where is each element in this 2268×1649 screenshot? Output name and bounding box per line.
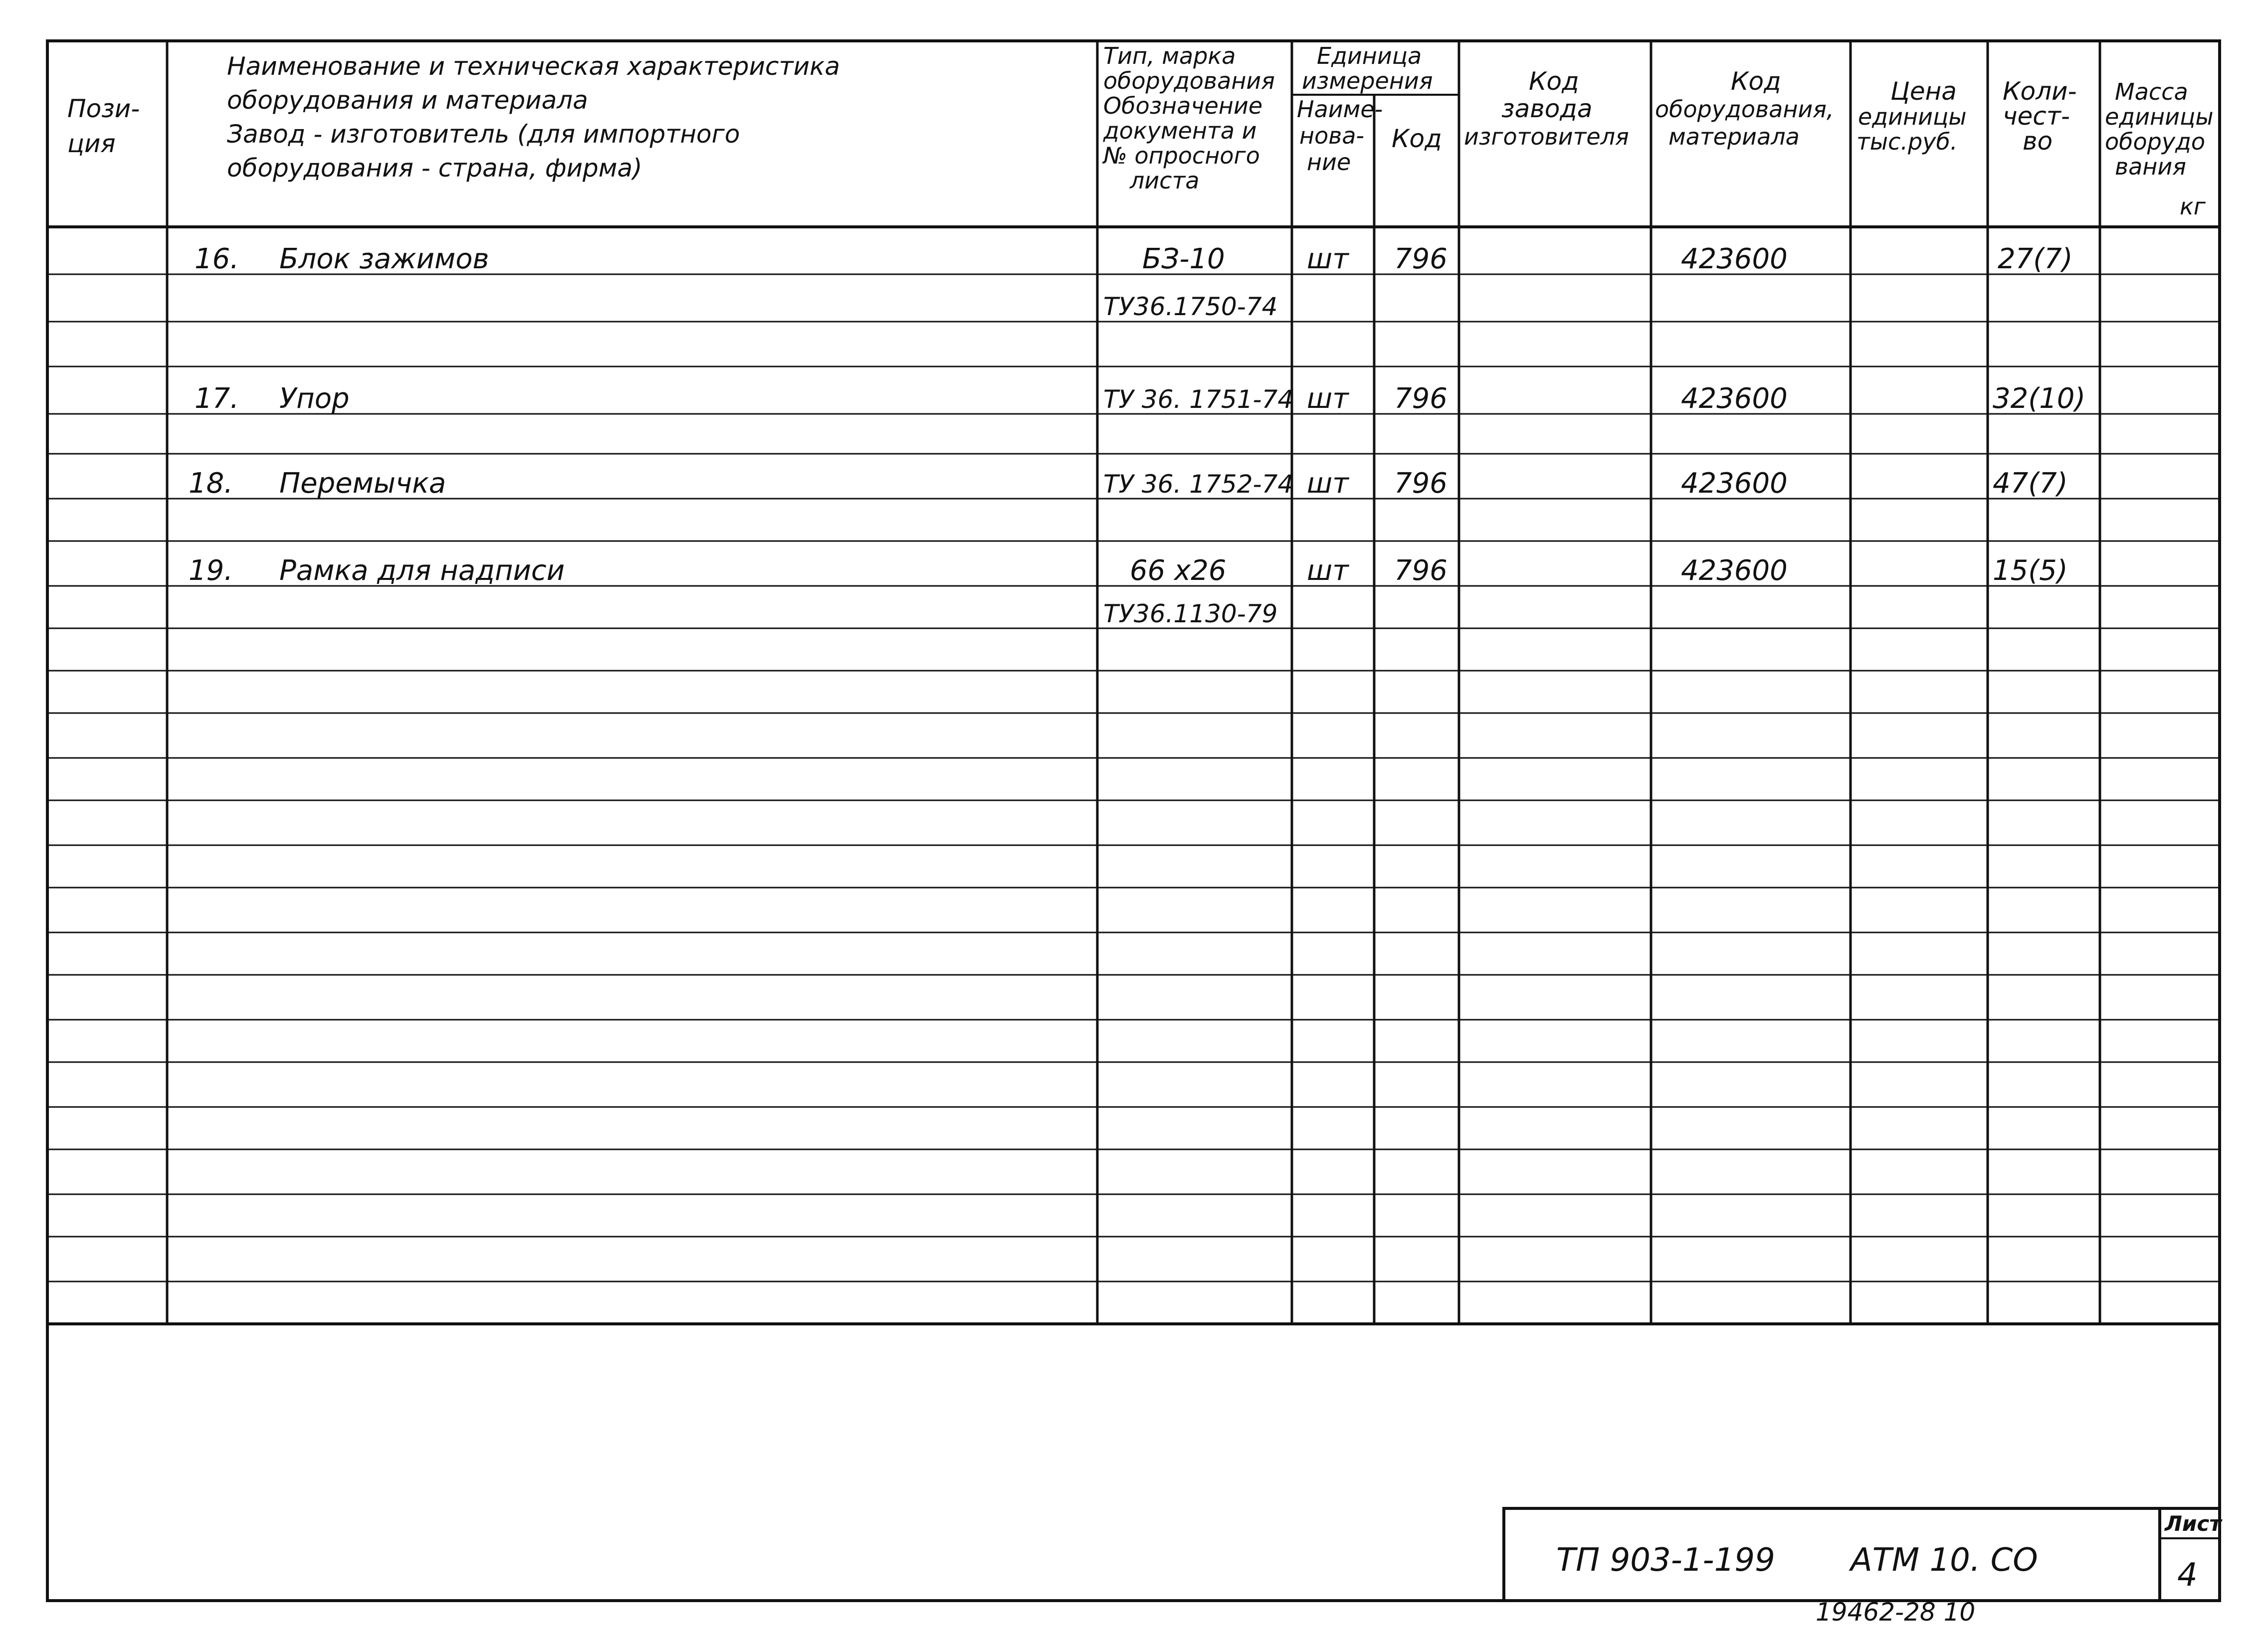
row-18-name: Перемычка <box>279 467 446 500</box>
header-unit-name-line-3: ние <box>1307 149 1351 176</box>
header-type-line-4: документа и <box>1103 117 1257 144</box>
row-19-name: Рамка для надписи <box>279 554 565 587</box>
row-19-unit-code: 796 <box>1394 554 1447 587</box>
table-row <box>189 554 2068 587</box>
header-mass-line-1: Масса <box>2115 78 2188 105</box>
row-19-equip-code: 423600 <box>1681 554 1788 587</box>
header-qty-line-3: во <box>2023 127 2053 156</box>
row-19-type: 66 х26 <box>1130 554 1227 587</box>
table-row <box>195 382 2085 415</box>
header-unit-name-line-2: нова- <box>1299 122 1365 149</box>
header-type-line-6: листа <box>1130 167 1200 194</box>
table-row <box>189 467 2068 500</box>
header-mass-line-2: единицы <box>2105 103 2214 130</box>
inventory-number: 19462-28 10 <box>1816 1598 1976 1627</box>
row-17-unit: шт <box>1307 382 1349 415</box>
header-name-line-2: оборудования и материала <box>227 86 588 115</box>
header-plant-code-line-1: Код <box>1529 67 1579 96</box>
header-qty-line-2: чест- <box>2003 102 2070 131</box>
row-19-unit: шт <box>1307 554 1349 587</box>
row-17-equip-code: 423600 <box>1681 382 1788 415</box>
spec-table-grid <box>47 41 2220 1324</box>
header-qty-line-1: Коли- <box>2003 77 2077 106</box>
row-16-unit-code: 796 <box>1394 243 1447 275</box>
header-mass-line-5: кг <box>2180 193 2206 220</box>
row-17-type: ТУ 36. 1751-74 <box>1103 385 1294 414</box>
header-type-line-3: Обозначение <box>1103 92 1263 119</box>
row-18-qty: 47(7) <box>1993 467 2068 500</box>
row-16-qty: 27(7) <box>1998 243 2073 275</box>
header-plant-code-line-3: изготовителя <box>1464 123 1629 150</box>
header-type-line-2: оборудования <box>1103 67 1275 94</box>
header-position-line-1: Пози- <box>67 94 140 123</box>
header-type-line-5: № опросного <box>1103 142 1260 169</box>
row-18-equip-code: 423600 <box>1681 467 1788 500</box>
row-19-position: 19. <box>189 554 233 587</box>
header-unit-name-line-1: Наиме- <box>1297 96 1383 123</box>
header-name-line-3: Завод - изготовитель (для импортного <box>227 120 740 149</box>
row-16-position: 16. <box>195 243 239 275</box>
row-16-equip-code: 423600 <box>1681 243 1788 275</box>
row-16-name: Блок зажимов <box>279 243 489 275</box>
header-price-line-2: единицы <box>1858 103 1967 130</box>
row-16-unit: шт <box>1307 243 1349 275</box>
header-type-line-1: Тип, марка <box>1103 42 1236 69</box>
row-17-unit-code: 796 <box>1394 382 1447 415</box>
header-price-line-3: тыс.руб. <box>1856 128 1958 155</box>
table-row <box>195 243 2073 275</box>
row-18-type: ТУ 36. 1752-74 <box>1103 470 1294 499</box>
row-17-name: Упор <box>279 382 350 415</box>
header-price-line-1: Цена <box>1890 77 1957 106</box>
title-block <box>1504 1508 2223 1601</box>
header-equip-code-line-2: оборудования, <box>1655 96 1834 123</box>
header-unit-code: Код <box>1392 124 1442 153</box>
table-row <box>1103 292 1277 321</box>
row-16-type: БЗ-10 <box>1142 243 1225 275</box>
table-row <box>1103 599 1277 628</box>
row-16-type-spec: ТУ36.1750-74 <box>1103 292 1278 321</box>
row-19-qty: 15(5) <box>1993 554 2068 587</box>
header-plant-code-line-2: завода <box>1501 94 1593 123</box>
row-17-position: 17. <box>195 382 239 415</box>
header-unit-group-line-2: измерения <box>1302 67 1433 94</box>
header-position-line-2: ция <box>67 129 116 158</box>
row-17-qty: 32(10) <box>1993 382 2086 415</box>
row-19-type-spec: ТУ36.1130-79 <box>1103 599 1278 628</box>
doc-mark: АТМ 10. СО <box>1851 1542 2038 1579</box>
header-name-line-4: оборудования - страна, фирма) <box>227 154 642 183</box>
row-18-position: 18. <box>189 467 233 500</box>
sheet-label: Лист <box>2165 1511 2222 1536</box>
header-mass-line-4: вания <box>2115 153 2186 180</box>
header-name-line-1: Наименование и техническая характеристика <box>227 52 840 81</box>
header-mass-line-3: оборудо <box>2105 128 2206 155</box>
header-equip-code-line-3: материала <box>1668 123 1800 150</box>
table-header <box>67 42 2214 220</box>
header-unit-group-line-1: Единица <box>1317 42 1422 69</box>
sheet-number: 4 <box>2177 1557 2198 1594</box>
doc-number: ТП 903-1-199 <box>1556 1542 1775 1579</box>
row-18-unit: шт <box>1307 467 1349 500</box>
row-18-unit-code: 796 <box>1394 467 1447 500</box>
header-equip-code-line-1: Код <box>1731 67 1781 96</box>
